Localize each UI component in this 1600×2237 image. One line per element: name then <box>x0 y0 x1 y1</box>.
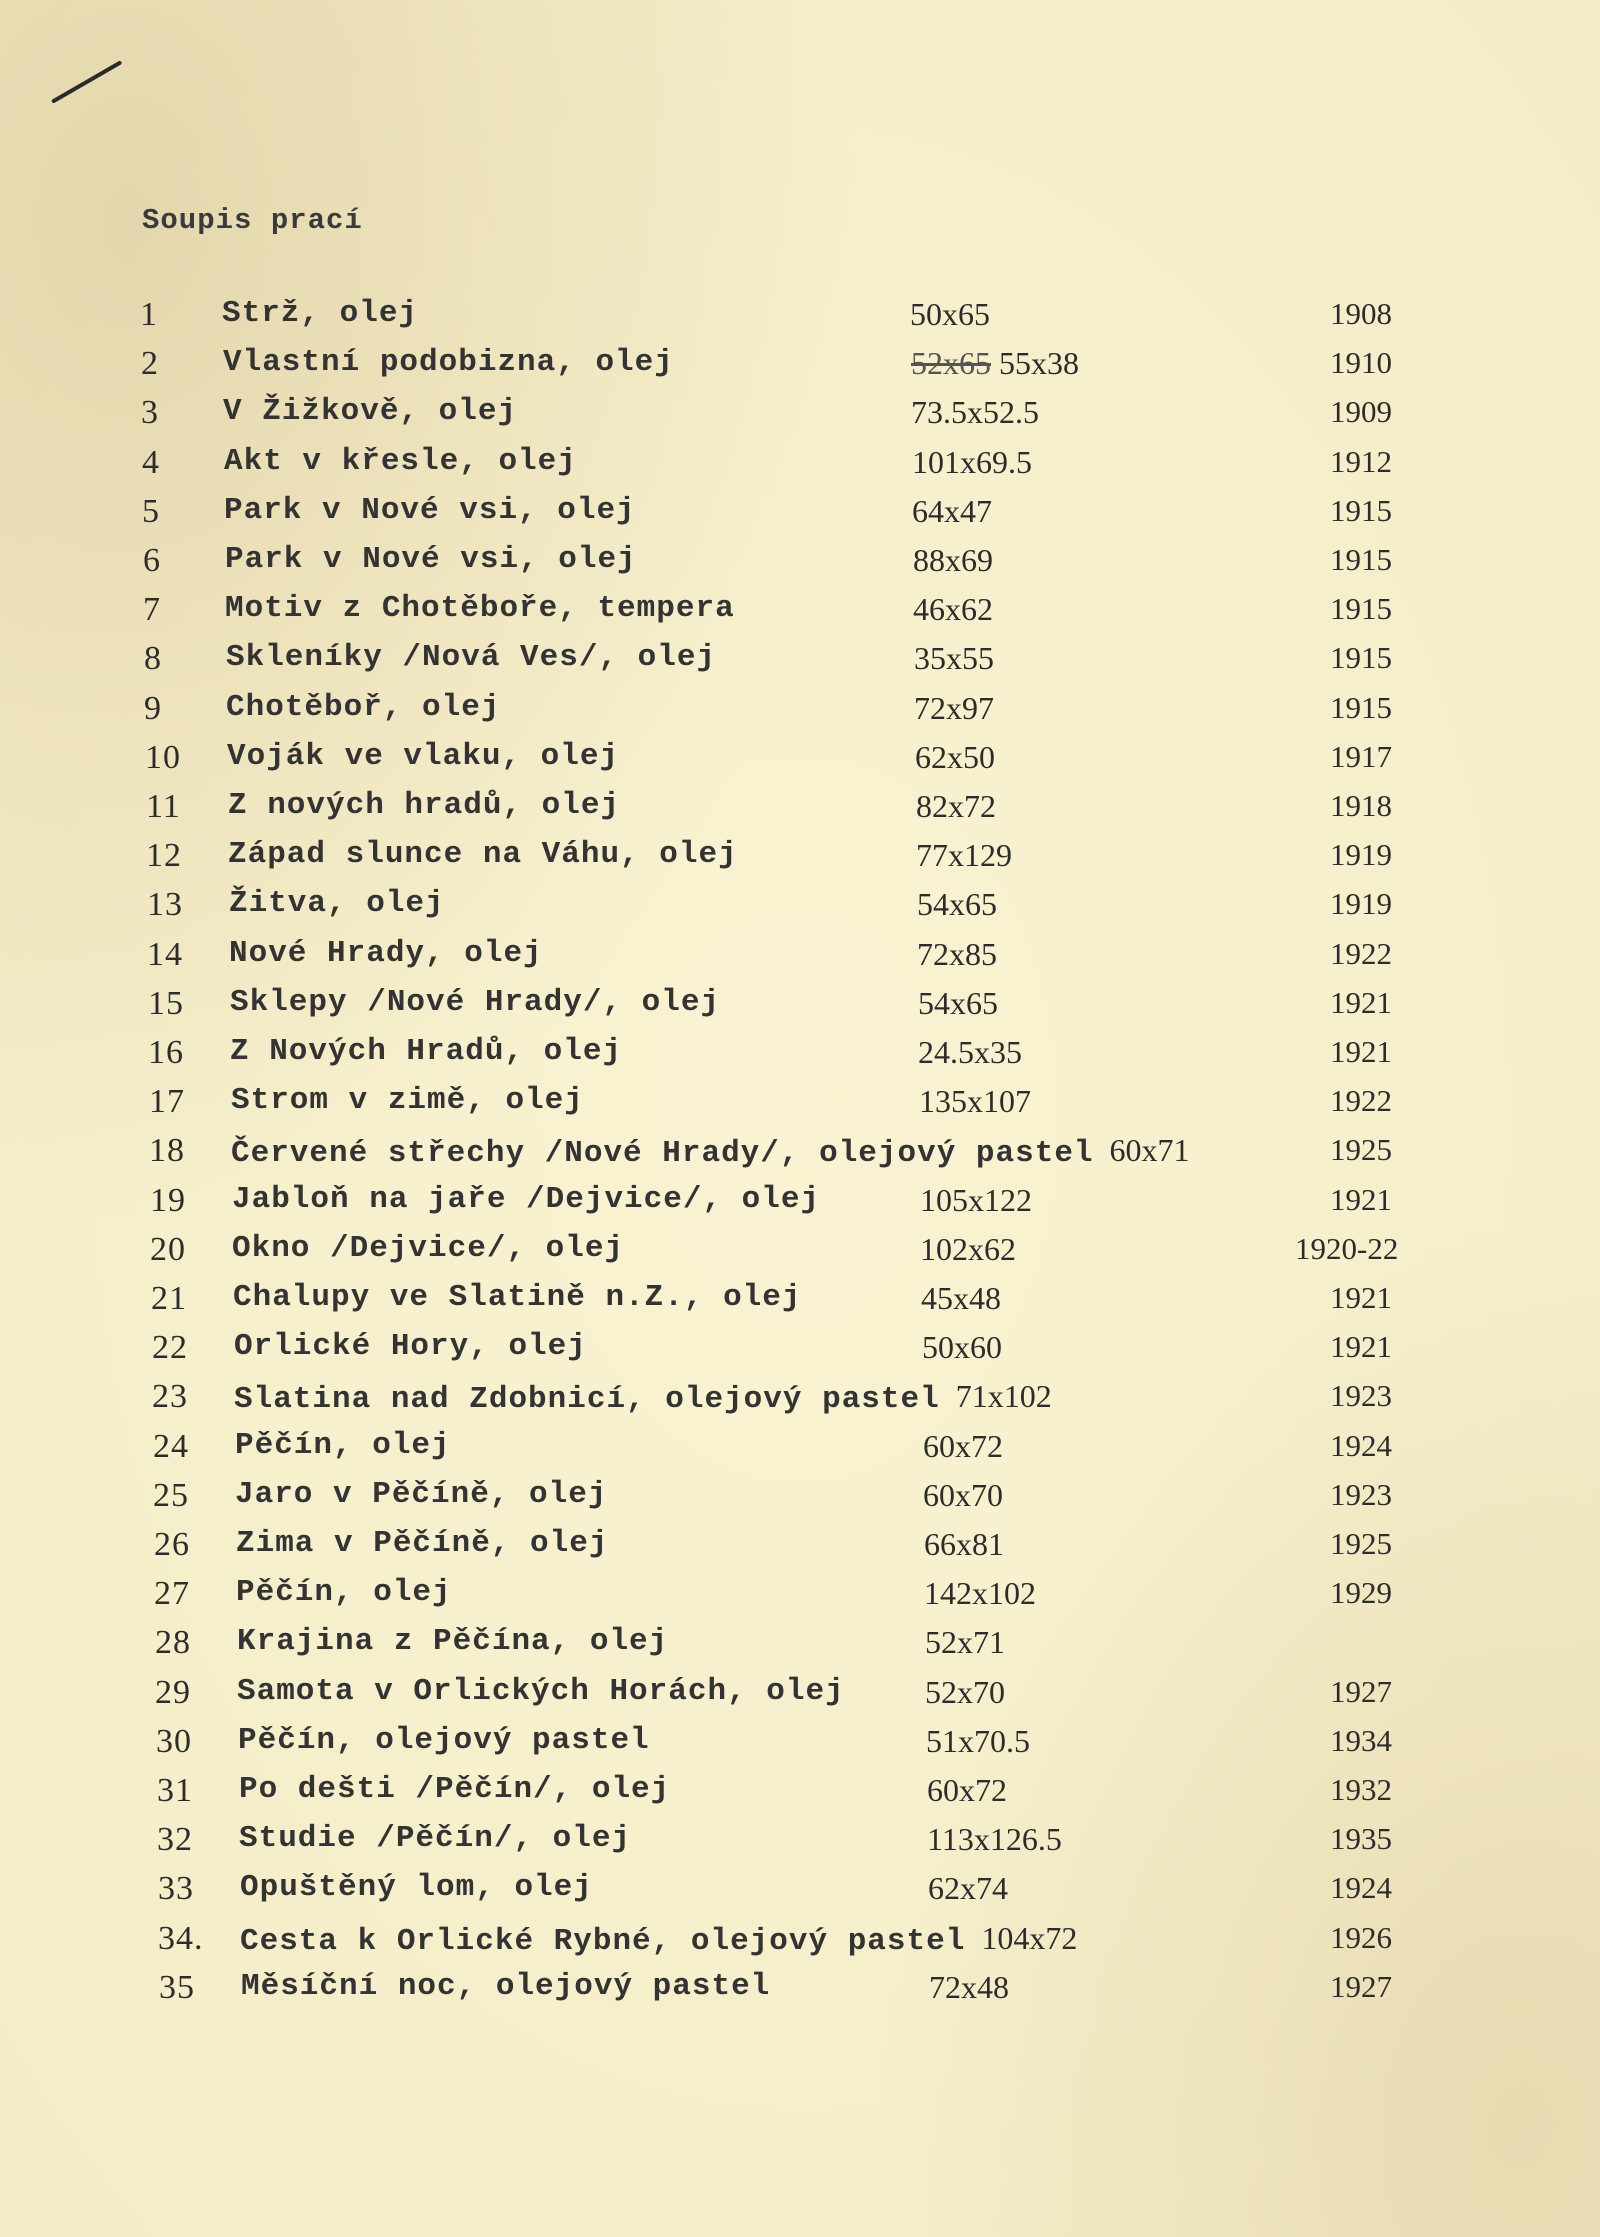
item-number: 26 <box>154 1526 190 1563</box>
item-year: 1920-22 <box>1295 1230 1399 1266</box>
list-item <box>143 591 1443 635</box>
dimensions-value: 105x122 <box>920 1181 1032 1218</box>
item-number: 11 <box>146 788 181 825</box>
item-title <box>236 1575 452 1610</box>
list-item <box>150 1231 1450 1275</box>
item-number: 1 <box>140 296 158 333</box>
item-dimensions <box>916 788 996 825</box>
item-title-text: Pěčín, olejový pastel <box>238 1722 650 1758</box>
item-dimensions <box>914 690 994 727</box>
dimensions-value: 52x70 <box>925 1673 1005 1710</box>
item-title-text: Slatina nad Zdobnicí, olejový pastel <box>234 1382 940 1418</box>
dimensions-value: 77x129 <box>916 837 1012 874</box>
dimensions-value: 62x74 <box>928 1870 1008 1907</box>
item-dimensions <box>923 1428 1003 1465</box>
item-title-text: Krajina z Pěčína, olej <box>237 1624 669 1660</box>
list-item <box>152 1378 1452 1422</box>
item-title <box>228 788 620 823</box>
item-title-text: Opuštěný lom, olej <box>240 1870 593 1906</box>
item-title-text: Chotěboř, olej <box>226 689 501 725</box>
dimensions-value: 113x126.5 <box>927 1821 1062 1858</box>
item-title <box>224 444 577 479</box>
list-item <box>154 1526 1454 1570</box>
item-title <box>235 1477 607 1512</box>
dimensions-value: 50x60 <box>922 1329 1002 1366</box>
item-year: 1908 <box>1330 296 1392 331</box>
list-item <box>141 345 1441 389</box>
dimensions-value: 46x62 <box>913 591 993 628</box>
item-title <box>234 1378 1052 1417</box>
item-title-text: Červené střechy /Nové Hrady/, olejový pastel <box>231 1136 1094 1172</box>
item-title <box>230 985 720 1020</box>
list-item <box>142 444 1442 488</box>
list-item <box>145 739 1445 783</box>
item-title <box>229 886 445 921</box>
item-title <box>224 493 636 528</box>
item-title <box>222 296 418 331</box>
dimensions-value: 60x72 <box>923 1427 1003 1464</box>
item-number: 5 <box>142 492 160 530</box>
list-item <box>153 1477 1453 1521</box>
item-year: 1915 <box>1330 542 1392 577</box>
item-title-text: Okno /Dejvice/, olej <box>232 1230 625 1266</box>
item-title-text: Nové Hrady, olej <box>229 935 543 971</box>
item-dimensions <box>925 1624 1005 1661</box>
item-dimensions <box>927 1821 1062 1858</box>
dimensions-value: 66x81 <box>924 1526 1004 1562</box>
item-title <box>237 1674 845 1709</box>
list-item <box>158 1920 1458 1964</box>
item-title <box>237 1624 668 1659</box>
list-item <box>147 936 1447 980</box>
item-year: 1925 <box>1330 1132 1392 1168</box>
item-title-text: Orlické Hory, olej <box>234 1329 587 1365</box>
item-year: 1915 <box>1330 689 1392 725</box>
item-dimensions <box>929 1969 1009 2006</box>
dimensions-value: 24.5x35 <box>918 1034 1022 1070</box>
item-number: 32 <box>157 1821 193 1859</box>
item-dimensions <box>923 1477 1003 1514</box>
dimensions-value: 73.5x52.5 <box>911 394 1039 431</box>
item-year: 1909 <box>1330 394 1392 430</box>
item-dimensions <box>917 886 997 923</box>
dimensions-value: 60x72 <box>927 1772 1007 1808</box>
item-year: 1921 <box>1330 1280 1392 1315</box>
item-year: 1932 <box>1330 1772 1392 1807</box>
item-number: 3 <box>141 394 159 432</box>
list-item <box>157 1821 1457 1865</box>
list-item <box>141 394 1441 438</box>
item-title <box>239 1821 631 1856</box>
item-number: 30 <box>156 1722 192 1760</box>
item-title <box>223 394 517 429</box>
item-number: 29 <box>155 1673 191 1711</box>
item-number: 23 <box>152 1378 188 1416</box>
item-title <box>239 1772 670 1807</box>
item-title-text: Strž, olej <box>222 296 419 331</box>
dimensions-value: 60x70 <box>923 1476 1003 1513</box>
item-number: 2 <box>141 345 159 383</box>
item-title-text: Pěčín, olej <box>236 1575 452 1611</box>
item-year: 1915 <box>1330 640 1392 676</box>
item-title <box>226 690 500 725</box>
dimensions-value: 62x50 <box>915 738 995 775</box>
item-title-text: Samota v Orlických Horách, olej <box>237 1673 845 1709</box>
item-title-text: Park v Nové vsi, olej <box>225 542 637 577</box>
item-dimensions <box>911 345 1079 382</box>
item-dimensions <box>920 1182 1032 1219</box>
item-year: 1922 <box>1330 1083 1392 1119</box>
item-title <box>235 1428 451 1463</box>
dimensions-value: 102x62 <box>920 1230 1016 1267</box>
item-number: 25 <box>153 1476 189 1514</box>
item-number: 33 <box>158 1870 194 1908</box>
item-dimensions <box>910 296 990 333</box>
dimensions-value: 35x55 <box>914 640 994 677</box>
item-title <box>233 1280 802 1315</box>
item-title <box>240 1870 593 1905</box>
dimensions-value: 72x48 <box>929 1968 1009 2005</box>
list-item <box>146 837 1446 881</box>
item-number: 8 <box>144 640 162 678</box>
list-item <box>149 1132 1449 1176</box>
dimensions-value: 101x69.5 <box>912 443 1032 480</box>
item-title-text: Jaro v Pěčíně, olej <box>235 1476 608 1512</box>
item-title-text: Strom v zimě, olej <box>231 1083 584 1119</box>
item-year: 1919 <box>1330 837 1392 873</box>
item-year: 1924 <box>1330 1870 1392 1906</box>
dimensions-value: 88x69 <box>913 542 993 578</box>
item-year: 1921 <box>1330 1034 1392 1069</box>
item-number: 27 <box>154 1575 190 1613</box>
item-dimensions: 60x71 <box>1109 1132 1190 1169</box>
item-year: 1934 <box>1330 1722 1392 1758</box>
item-year: 1927 <box>1330 1673 1392 1709</box>
item-title-text: Park v Nové vsi, olej <box>224 492 636 528</box>
item-title-text: Cesta k Orlické Rybné, olejový pastel <box>240 1923 966 1959</box>
item-dimensions <box>913 591 993 628</box>
list-item <box>140 296 1440 340</box>
item-title <box>225 542 637 577</box>
item-number: 22 <box>152 1329 188 1367</box>
dimensions-value: 54x65 <box>917 886 997 923</box>
item-dimensions <box>912 493 992 530</box>
item-dimensions <box>924 1575 1036 1612</box>
item-title <box>230 1034 622 1069</box>
item-year: 1921 <box>1330 1181 1392 1217</box>
item-dimensions <box>914 640 994 677</box>
item-number: 4 <box>142 443 160 481</box>
list-item <box>153 1428 1453 1472</box>
item-dimensions <box>913 542 993 579</box>
item-number: 7 <box>143 591 161 629</box>
dimensions-value: 52x71 <box>925 1624 1005 1661</box>
item-year: 1912 <box>1330 443 1392 479</box>
item-year: 1926 <box>1330 1919 1392 1955</box>
item-title-text: Západ slunce na Váhu, olej <box>228 837 738 873</box>
item-year: 1923 <box>1330 1476 1392 1512</box>
list-item <box>152 1329 1452 1373</box>
list-item <box>148 1034 1448 1078</box>
dimensions-value: 82x72 <box>916 788 996 824</box>
item-number: 34. <box>158 1919 204 1957</box>
list-item <box>148 985 1448 1029</box>
item-number: 6 <box>143 542 161 579</box>
item-title <box>241 1969 770 2004</box>
list-item <box>149 1083 1449 1127</box>
list-item <box>146 788 1446 832</box>
item-year: 1923 <box>1330 1378 1392 1414</box>
item-title-text: Z nových hradů, olej <box>228 788 621 823</box>
list-item <box>156 1723 1456 1767</box>
list-item <box>147 886 1447 930</box>
dimensions-value: 51x70.5 <box>926 1722 1030 1759</box>
item-title-text: Z Nových Hradů, olej <box>230 1034 623 1069</box>
dimensions-value: 72x97 <box>914 689 994 726</box>
list-item <box>157 1772 1457 1816</box>
dimensions-value: 64x47 <box>912 492 992 529</box>
item-title-text: Sklepy /Nové Hrady/, olej <box>230 984 721 1020</box>
item-dimensions <box>922 1329 1002 1366</box>
item-number: 15 <box>148 984 184 1022</box>
item-title <box>232 1182 820 1217</box>
item-number: 35 <box>159 1968 195 2006</box>
item-title <box>223 345 674 380</box>
item-dimensions <box>911 394 1039 431</box>
item-title-text: V Žižkově, olej <box>223 394 518 430</box>
item-title-text: Jabloň na jaře /Dejvice/, olej <box>232 1181 821 1217</box>
item-year: 1924 <box>1330 1427 1392 1463</box>
item-dimensions: 104x72 <box>981 1919 1078 1956</box>
dimensions-value: 54x65 <box>918 984 998 1021</box>
item-title <box>234 1329 587 1364</box>
item-number: 28 <box>155 1624 191 1662</box>
list-item <box>144 690 1444 734</box>
item-dimensions <box>915 739 995 776</box>
item-title-text: Studie /Pěčín/, olej <box>239 1821 632 1857</box>
item-number: 20 <box>150 1230 186 1268</box>
item-number: 12 <box>146 837 182 875</box>
dimensions-value: 55x38 <box>999 345 1079 382</box>
dimensions-value: 142x102 <box>924 1575 1036 1612</box>
item-dimensions <box>925 1674 1005 1711</box>
item-title-text: Akt v křesle, olej <box>224 443 577 479</box>
item-title <box>227 739 619 774</box>
item-title-text: Pěčín, olej <box>235 1427 451 1463</box>
item-title <box>229 936 543 971</box>
item-dimensions <box>928 1870 1008 1907</box>
item-number: 14 <box>147 935 183 973</box>
item-title-text: Chalupy ve Slatině n.Z., olej <box>233 1280 802 1315</box>
list-item <box>150 1182 1450 1226</box>
list-item <box>151 1280 1451 1324</box>
item-title <box>231 1083 584 1118</box>
item-title <box>231 1132 1190 1171</box>
struck-dimensions: 52x65 <box>911 345 991 382</box>
item-year: 1927 <box>1330 1968 1392 2004</box>
document-title: Soupis prací <box>142 204 363 237</box>
item-title-text: Zima v Pěčíně, olej <box>236 1526 609 1561</box>
item-year: 1917 <box>1330 738 1392 774</box>
item-title <box>226 640 716 675</box>
item-number: 10 <box>145 738 181 776</box>
item-number: 19 <box>150 1181 186 1219</box>
item-year: 1922 <box>1330 935 1392 971</box>
item-number: 9 <box>144 689 162 727</box>
item-year: 1929 <box>1330 1575 1392 1611</box>
item-dimensions <box>917 936 997 973</box>
dimensions-value: 72x85 <box>917 935 997 972</box>
item-number: 18 <box>149 1132 185 1170</box>
item-dimensions <box>926 1723 1030 1760</box>
item-title-text: Motiv z Chotěboře, tempera <box>225 591 735 627</box>
list-item <box>158 1870 1458 1914</box>
item-dimensions: 71x102 <box>955 1378 1052 1415</box>
item-year: 1915 <box>1330 492 1392 528</box>
item-number: 16 <box>148 1034 184 1071</box>
item-year: 1919 <box>1330 886 1392 922</box>
dimensions-value: 135x107 <box>919 1083 1031 1120</box>
item-dimensions <box>912 444 1032 481</box>
item-title-text: Skleníky /Nová Ves/, olej <box>226 640 717 676</box>
item-title <box>240 1920 1077 1959</box>
item-title <box>236 1526 608 1561</box>
list-item <box>144 640 1444 684</box>
item-year: 1935 <box>1330 1821 1392 1857</box>
item-year: 1915 <box>1330 591 1392 627</box>
item-number: 13 <box>147 886 183 924</box>
list-item <box>155 1624 1455 1668</box>
list-item <box>154 1575 1454 1619</box>
item-dimensions <box>919 1083 1031 1120</box>
item-title-text: Měsíční noc, olejový pastel <box>241 1968 771 2004</box>
dimensions-value: 45x48 <box>921 1280 1001 1316</box>
list-item <box>155 1674 1455 1718</box>
item-number: 17 <box>149 1083 185 1121</box>
item-year: 1918 <box>1330 788 1392 823</box>
item-title <box>232 1231 624 1266</box>
item-number: 24 <box>153 1427 189 1465</box>
dimensions-value: 50x65 <box>910 296 990 332</box>
item-dimensions <box>918 985 998 1022</box>
item-title <box>228 837 738 872</box>
item-dimensions <box>924 1526 1004 1563</box>
item-title-text: Voják ve vlaku, olej <box>227 738 620 774</box>
item-year: 1925 <box>1330 1526 1392 1561</box>
item-title-text: Žitva, olej <box>229 886 445 922</box>
item-number: 31 <box>157 1772 193 1809</box>
list-item <box>142 493 1442 537</box>
item-number: 21 <box>151 1280 187 1317</box>
item-year: 1921 <box>1330 984 1392 1020</box>
item-dimensions <box>918 1034 1022 1071</box>
item-title-text: Vlastní podobizna, olej <box>223 345 674 381</box>
list-item <box>143 542 1443 586</box>
list-item <box>159 1969 1459 2013</box>
item-dimensions <box>927 1772 1007 1809</box>
item-year: 1921 <box>1330 1329 1392 1365</box>
item-title <box>225 591 735 626</box>
item-title <box>238 1723 650 1758</box>
item-year: 1910 <box>1330 345 1392 381</box>
item-dimensions <box>920 1231 1016 1268</box>
item-title-text: Po dešti /Pěčín/, olej <box>239 1772 671 1807</box>
item-dimensions <box>916 837 1012 874</box>
item-dimensions <box>921 1280 1001 1317</box>
